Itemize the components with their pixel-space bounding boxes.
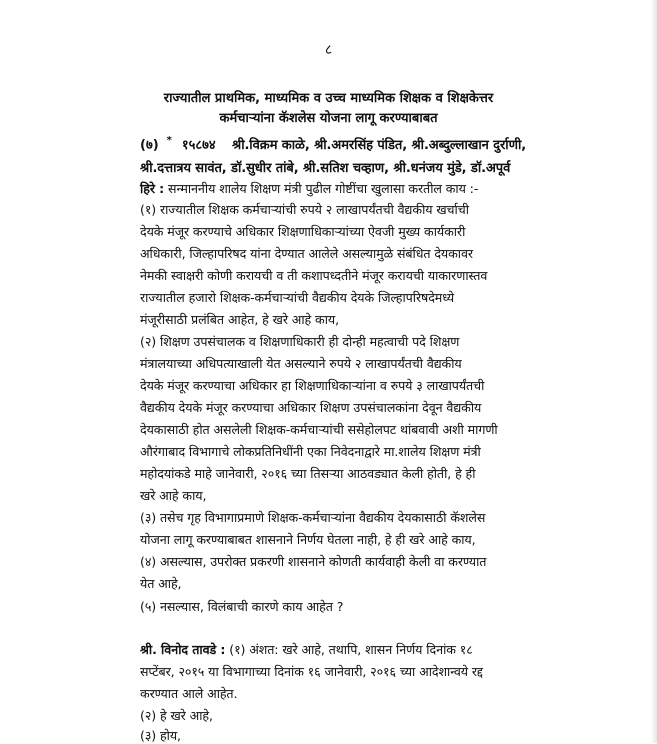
answer-line-2: सप्टेंबर, २०१५ या विभागाच्या दिनांक १६ जानेवारी, २०१६ च्या आदेशान्वये रद्द xyxy=(140,664,483,679)
document-title-line-2: कर्मचाऱ्यांना कॅशलेस योजना लागू करण्याबाबत xyxy=(219,111,438,126)
q-part4-line: (४) असल्यास, उपरोक्त प्रकरणी शासनाने कोणती कार्यवाही केली वा करण्यात xyxy=(140,554,487,569)
q-part3-line: (३) तसेच गृह विभागाप्रमाणे शिक्षक-कर्मचाऱ्यांना वैद्यकीय देयकासाठी कॅशलेस xyxy=(140,510,486,525)
members-line-3 xyxy=(140,180,478,197)
answer-part3: (३) होय, xyxy=(140,728,181,743)
q-part3-line: योजना लागू करण्याबाबत शासनाने निर्णय घेतला नाही, हे ही खरे आहे काय, xyxy=(140,532,476,547)
members-line-2: श्री.दत्तात्रय सावंत, डॉ.सुधीर तांबे, श्री.सतिश चव्हाण, श्री.धनंजय मुंडे, डॉ.अपूर्व xyxy=(140,161,511,176)
q-part2-line: खरे आहे काय, xyxy=(140,488,207,503)
q-part4-line: येत आहे, xyxy=(140,576,182,591)
question-header xyxy=(140,135,216,153)
minister-name: श्री. विनोद तावडे : xyxy=(140,642,226,657)
answer-line-1 xyxy=(140,641,473,658)
q-part1-line: नेमकी स्वाक्षरी कोणी करायची व ती कशापध्दतीने मंजूर करायची याकारणास्तव xyxy=(140,268,488,283)
q-part2-line: मंत्रालयाच्या अधिपत्याखाली येत असल्याने रुपये २ लाखापर्यंतची वैद्यकीय xyxy=(140,356,462,371)
answer-part1-start: (१) अंशत: खरे आहे, तथापि, शासन निर्णय दिनांक १८ xyxy=(229,642,473,657)
members-line-1: श्री.विक्रम काळे, श्री.अमरसिंह पंडित, श्री.अब्दुल्लाखान दुर्राणी, xyxy=(232,138,527,153)
q-part2-line: औरंगाबाद विभागाचे लोकप्रतिनिधींनी एका निवेदनाद्वारे मा.शालेय शिक्षण मंत्री xyxy=(140,444,481,459)
q-part2-line: देयकासाठी होत असलेली शिक्षक-कर्मचाऱ्यांची ससेहोलपट थांबवावी अशी मागणी xyxy=(140,422,498,437)
q-part1-line: (१) राज्यातील शिक्षक कर्मचाऱ्यांची रुपये २ लाखापर्यंतची वैद्यकीय खर्चाची xyxy=(140,202,469,217)
document-title-line-1: राज्यातील प्राथमिक, माध्यमिक व उच्च माध्यमिक शिक्षक व शिक्षकेत्तर xyxy=(163,91,494,106)
q-part1-line: राज्यातील हजारो शिक्षक-कर्मचाऱ्यांची वैद्यकीय देयके जिल्हापरिषदेमध्ये xyxy=(140,290,455,305)
members-line-3-name: हिरे : xyxy=(140,181,165,196)
question-intro: सन्माननीय शालेय शिक्षण मंत्री पुढील गोष्टींचा खुलासा करतील काय :- xyxy=(168,181,479,196)
star-mark: * xyxy=(166,135,172,146)
answer-part2: (२) हे खरे आहे, xyxy=(140,708,213,723)
q-part2-line: (२) शिक्षण उपसंचालक व शिक्षणाधिकारी ही दोन्ही महत्वाची पदे शिक्षण xyxy=(140,334,460,349)
q-part2-line: महोदयांकडे माहे जानेवारी, २०१६ च्या तिसऱ्या आठवड्यात केली होती, हे ही xyxy=(140,466,476,481)
question-number: (७) xyxy=(140,138,159,153)
q-part1-line: अधिकारी, जिल्हापरिषद यांना देण्यात आलेले असल्यामुळे संबंधित देयकावर xyxy=(140,246,473,261)
q-part2-line: वैद्यकीय देयके मंजूर करण्याचा अधिकार शिक्षण उपसंचालकांना देवून वैद्यकीय xyxy=(140,400,482,415)
q-part5-line: (५) नसल्यास, विलंबाची कारणे काय आहेत ? xyxy=(140,599,344,614)
question-id: १५८७४ xyxy=(181,138,216,153)
answer-line-3: करण्यात आले आहेत. xyxy=(140,686,238,701)
q-part1-line: मंजूरीसाठी प्रलंबित आहेत, हे खरे आहे काय, xyxy=(140,312,339,327)
q-part1-line: देयके मंजूर करण्याचे अधिकार शिक्षणाधिकाऱ्यांच्या ऐवजी मुख्य कार्यकारी xyxy=(140,224,466,239)
q-part2-line: देयके मंजूर करण्याचा अधिकार हा शिक्षणाधिकाऱ्यांना व रुपये ३ लाखापर्यंतची xyxy=(140,378,485,393)
page-number: ८ xyxy=(324,42,333,58)
